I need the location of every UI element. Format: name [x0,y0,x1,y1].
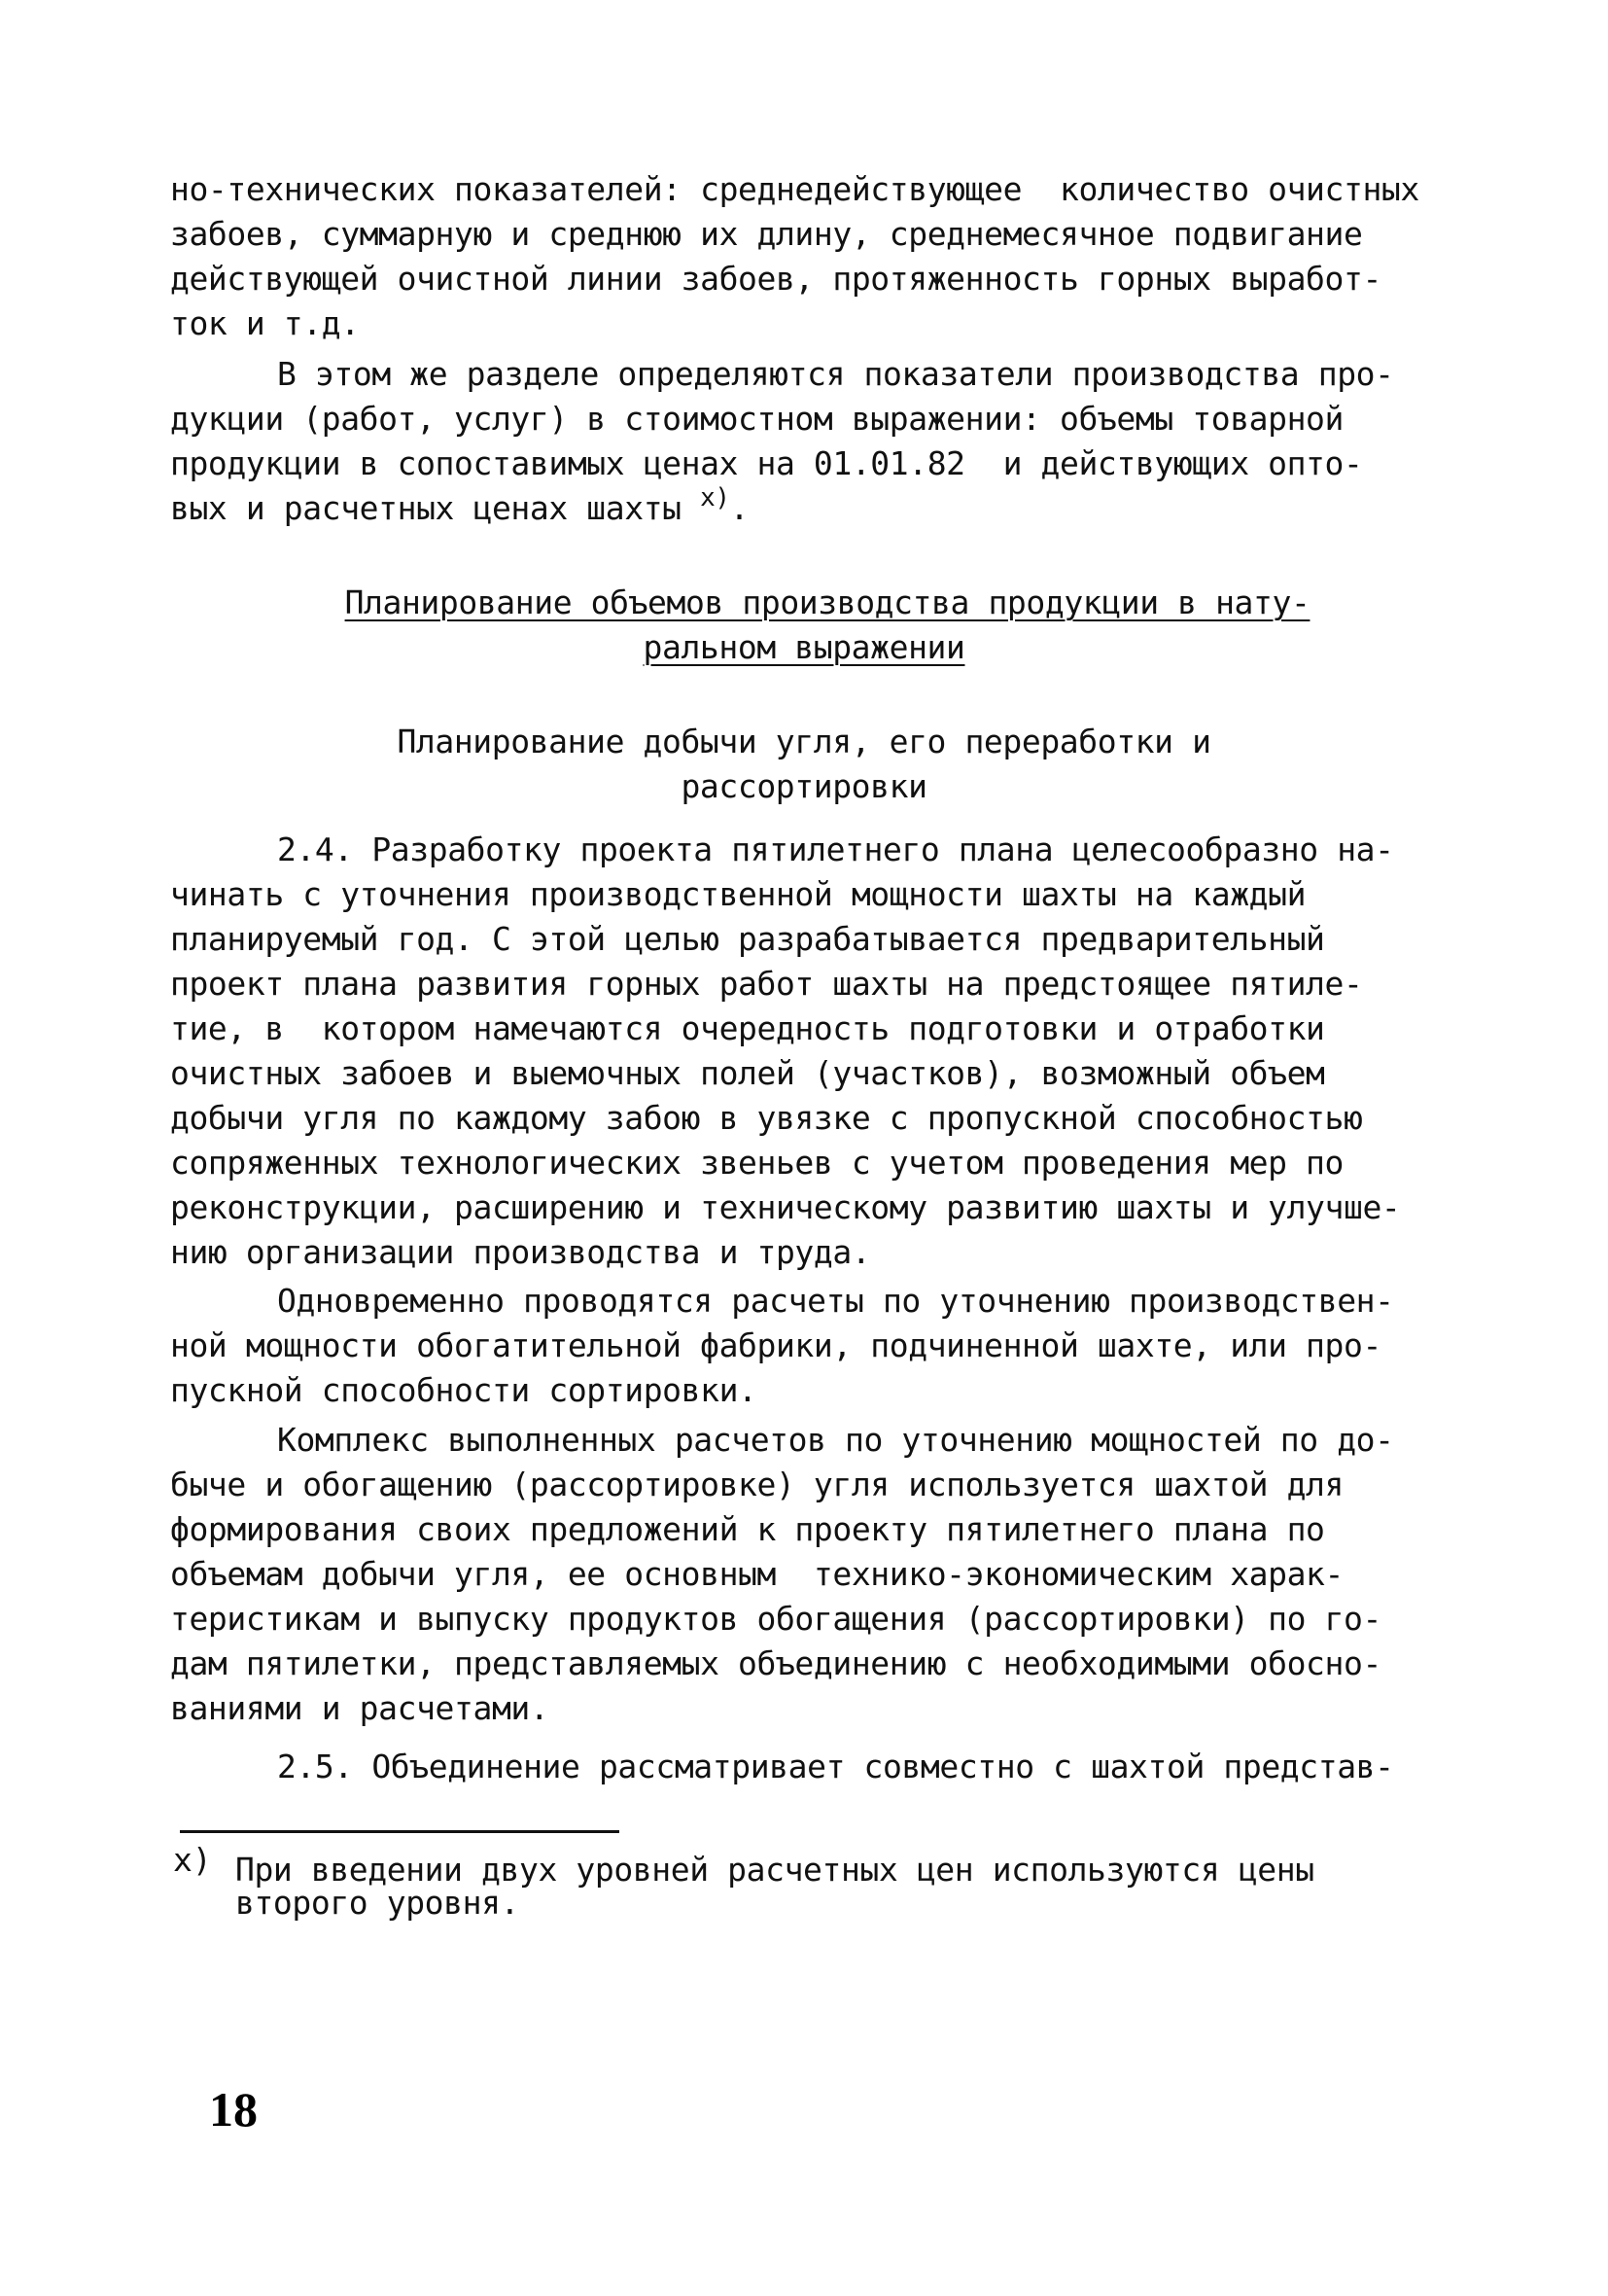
para-2-4-line-8: сопряженных технологических звеньев с учетом проведения мер по [170,1144,1344,1182]
para-2-4-line-6: очистных забоев и выемочных полей (участков), возможный объем [170,1054,1325,1092]
para-2-4-line-3: планируемый год. С этой целью разрабатывается предварительный [170,920,1325,958]
para-2-4-line-5: тие, в котором намечаются очередность подготовки и отработки [170,1009,1325,1047]
heading-main-line-1: Планирование объемов производства продукции в нату- [344,583,1311,621]
para-2-4-line-7: добычи угля по каждому забою в увязке с пропускной способностью [170,1099,1363,1137]
para-simul-line-3: пускной способности сортировки. [170,1371,757,1409]
footnote-separator [180,1830,619,1833]
para-simul-line-2: ной мощности обогатительной фабрики, подчиненной шахте, или про- [170,1326,1381,1364]
intro-line-4: ток и т.д. [170,304,360,342]
heading-sub-line-2: рассортировки [681,767,927,805]
para-2-4-line-10: нию организации производства и труда. [170,1233,871,1271]
heading-main-line-2: ральном выражении [643,628,965,666]
para-2-4-line-4: проект плана развития горных работ шахты на предстоящее пятиле- [170,965,1363,1003]
heading-sub-line-1: Планирование добычи угля, его переработки и [397,723,1211,760]
para-simul-line-1: Одновременно проводятся расчеты по уточнению производствен- [277,1282,1394,1320]
para-2-4-line-1: 2.4. Разработку проекта пятилетнего плана целесообразно на- [277,830,1394,868]
para-complex-line-5: теристикам и выпуску продуктов обогащения (рассортировки) по го- [170,1600,1381,1638]
page-number: 18 [209,2082,258,2137]
para-2-5-line-1: 2.5. Объединение рассматривает совместно с шахтой представ- [277,1748,1394,1785]
para-2-4-line-9: реконструкции, расширению и техническому развитию шахты и улучше- [170,1188,1401,1226]
section-par-line-4 [170,483,750,534]
section-par-line-2: дукции (работ, услуг) в стоимостном выражении: объемы товарной [170,400,1344,438]
para-complex-line-6: дам пятилетки, представляемых объединению с необходимыми обосно- [170,1644,1381,1682]
section-par-line-1: В этом же разделе определяются показатели производства про- [277,355,1394,393]
footnote-line-1: При введении двух уровней расчетных цен используются цены [235,1851,1314,1889]
para-2-4-line-2: чинать с уточнения производственной мощности шахты на каждый [170,875,1307,913]
para-complex-line-1: Комплекс выполненных расчетов по уточнению мощностей по до- [277,1421,1394,1459]
para-complex-line-4: объемам добычи угля, ее основным технико-экономическим харак- [170,1555,1344,1593]
section-par-line-4-end: . [729,489,750,527]
section-par-line-4-text: вых и расчетных ценах шахты [170,489,701,527]
footnote-reference-mark: x) [700,483,730,512]
intro-line-1: но-технических показателей: среднедействующее количество очистных [170,170,1419,208]
intro-line-2: забоев, суммарную и среднюю их длину, среднемесячное подвигание [170,215,1363,253]
para-complex-line-7: ваниями и расчетами. [170,1689,549,1727]
footnote-mark: x) [173,1841,212,1879]
para-complex-line-2: быче и обогащению (рассортировке) угля используется шахтой для [170,1466,1344,1503]
intro-line-3: действующей очистной линии забоев, протяженность горных выработ- [170,260,1381,298]
para-complex-line-3: формирования своих предложений к проекту пятилетнего плана по [170,1510,1325,1548]
section-par-line-3: продукции в сопоставимых ценах на 01.01.82 и действующих опто- [170,444,1363,482]
footnote-line-2: второго уровня. [235,1884,520,1922]
